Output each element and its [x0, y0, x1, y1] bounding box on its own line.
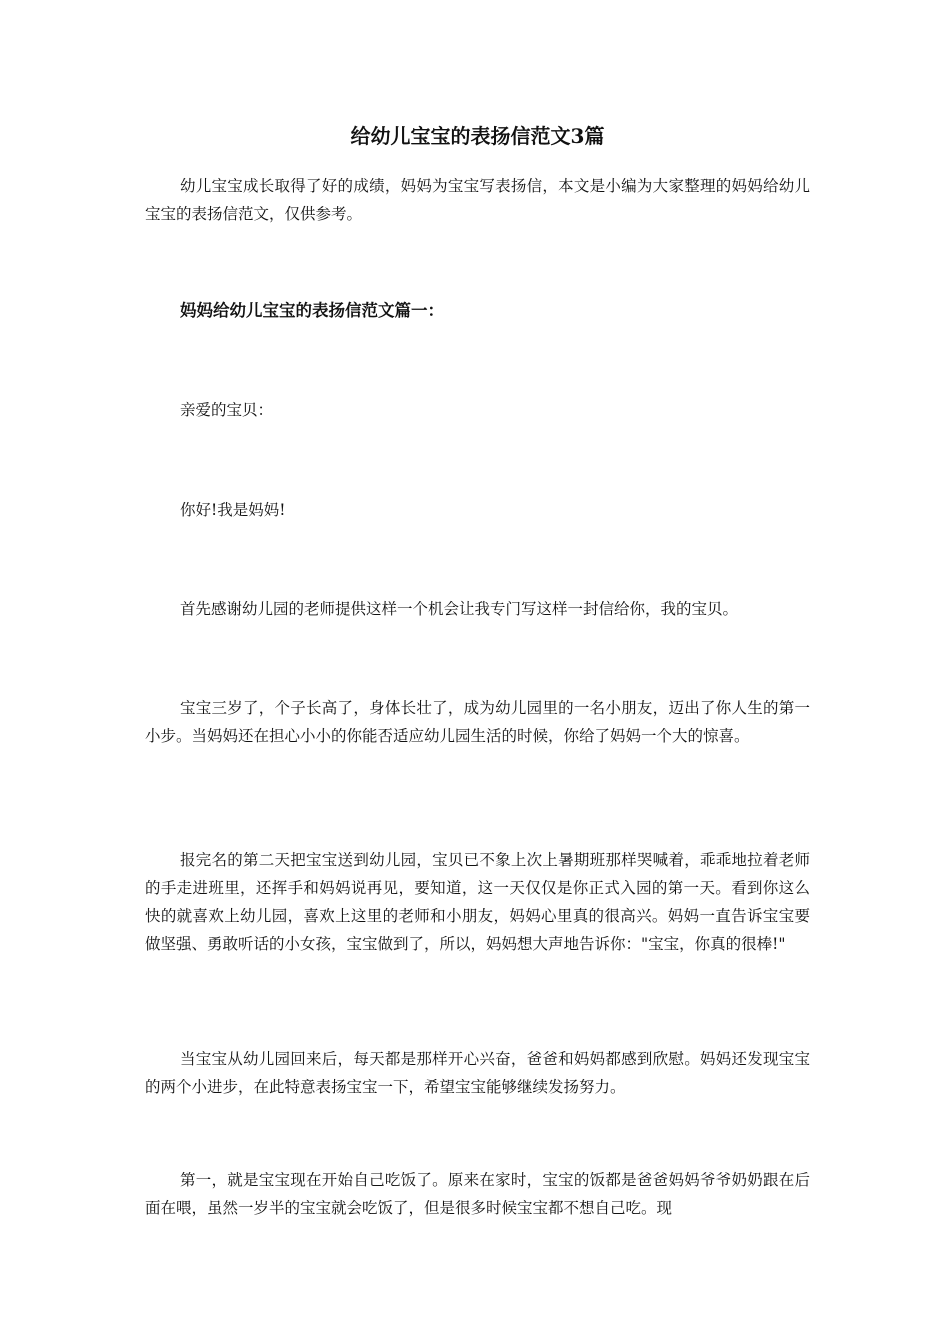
- body-paragraph: 第一，就是宝宝现在开始自己吃饭了。原来在家时，宝宝的饭都是爸爸妈妈爷爷奶奶跟在后面在喂，虽然一岁半的宝宝就会吃饭了，但是很多时候宝宝都不想自己吃。现: [145, 1171, 810, 1217]
- greeting-paragraph: 你好!我是妈妈!: [180, 501, 286, 519]
- document-title: 给幼儿宝宝的表扬信范文3篇: [350, 124, 605, 148]
- salutation-paragraph: 亲爱的宝贝：: [180, 401, 274, 419]
- intro-paragraph: 幼儿宝宝成长取得了好的成绩，妈妈为宝宝写表扬信，本文是小编为大家整理的妈妈给幼儿宝宝的表扬信范文，仅供参考。: [145, 177, 810, 223]
- body-paragraph: 宝宝三岁了，个子长高了，身体长壮了，成为幼儿园里的一名小朋友，迈出了你人生的第一小步。当妈妈还在担心小小的你能否适应幼儿园生活的时候，你给了妈妈一个大的惊喜。: [145, 699, 810, 745]
- body-paragraph: 当宝宝从幼儿园回来后，每天都是那样开心兴奋，爸爸和妈妈都感到欣慰。妈妈还发现宝宝的两个小进步，在此特意表扬宝宝一下，希望宝宝能够继续发扬努力。: [145, 1050, 810, 1096]
- body-paragraph: 首先感谢幼儿园的老师提供这样一个机会让我专门写这样一封信给你，我的宝贝。: [180, 600, 739, 618]
- section-heading: 妈妈给幼儿宝宝的表扬信范文篇一：: [180, 301, 444, 320]
- body-paragraph: 报完名的第二天把宝宝送到幼儿园，宝贝已不象上次上暑期班那样哭喊着，乖乖地拉着老师的手走进班里，还挥手和妈妈说再见，要知道，这一天仅仅是你正式入园的第一天。看到你这么快的就喜欢上幼儿园，喜欢上这里的老师和小朋友，妈妈心里真的很高兴。妈妈一直告诉宝宝要做坚强、勇敢听话的小女孩，宝宝做到了，所以，妈妈想大声地告诉你："宝宝，你真的很棒!": [145, 851, 810, 953]
